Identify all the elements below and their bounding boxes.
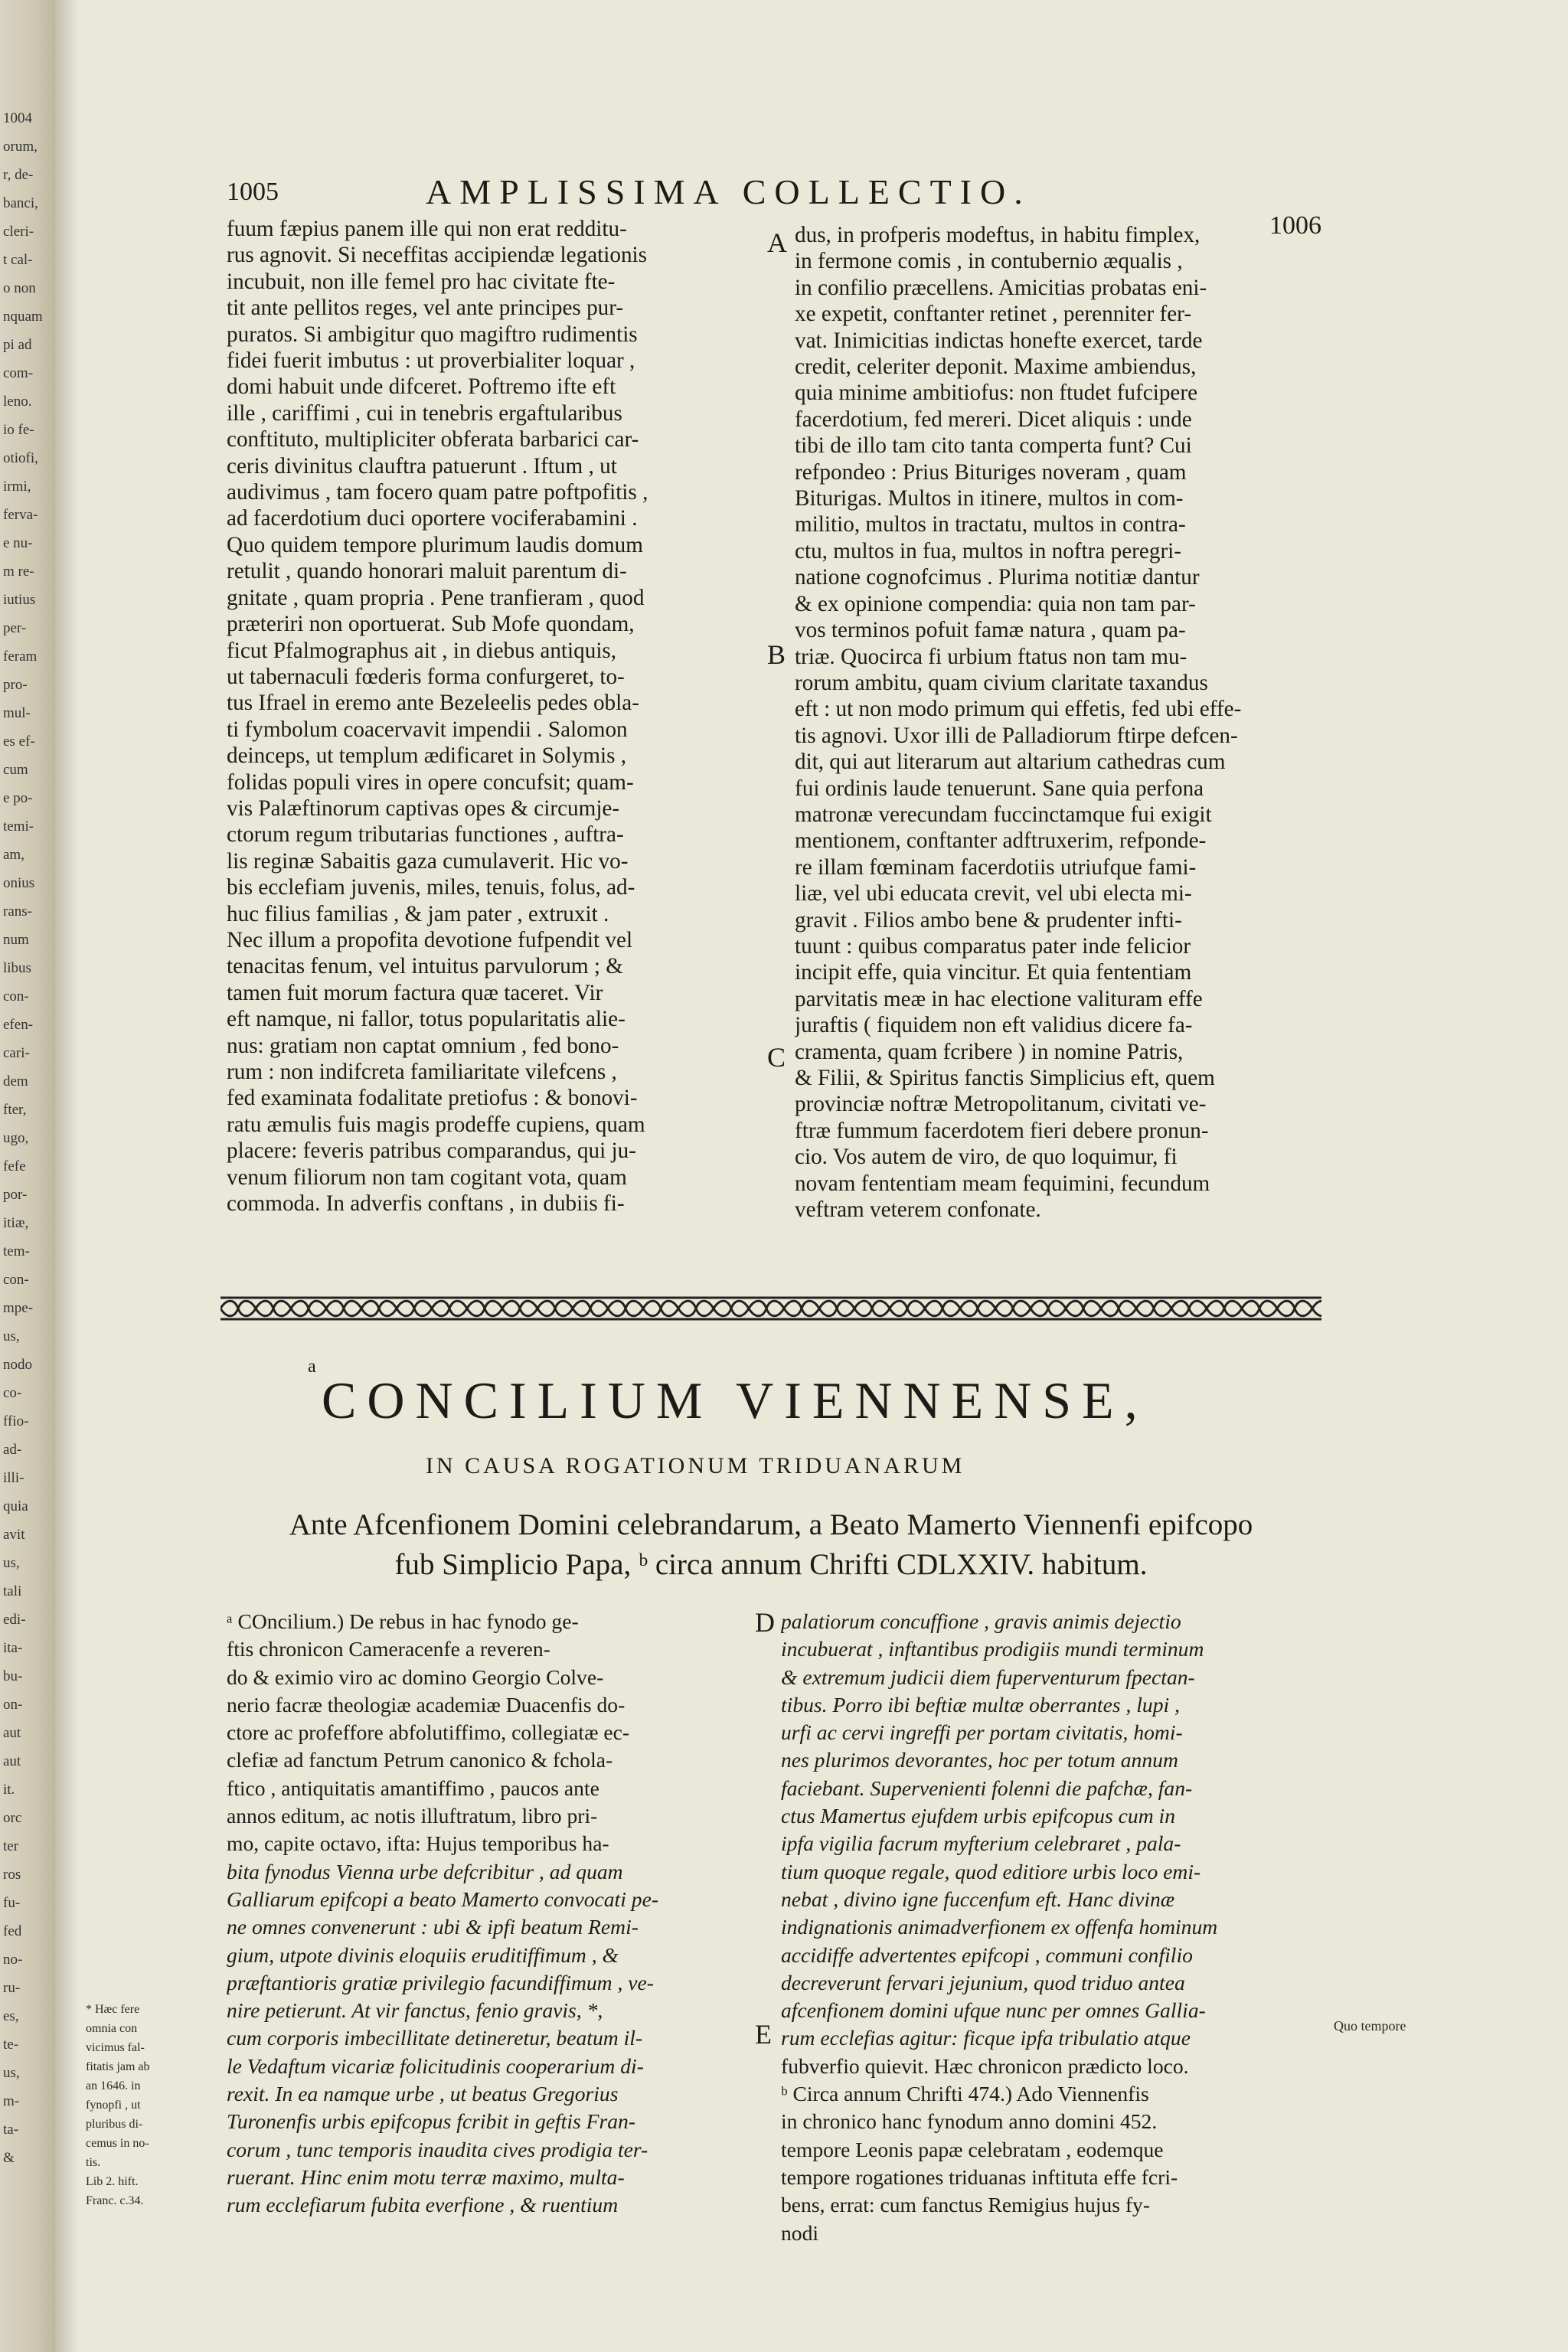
text-line: do & eximio viro ac domino Georgio Colve- bbox=[227, 1664, 604, 1689]
text-line: gnitate , quam propria . Pene tranfieram , quod bbox=[227, 585, 645, 610]
text-line: clefiæ ad fanctum Petrum canonico & fchola- bbox=[227, 1748, 613, 1772]
margin-fragment: illi- bbox=[3, 1470, 24, 1486]
side-note-line: vicimus fal- bbox=[86, 2041, 145, 2054]
text-line: ᵇ Circa annum Chrifti 474.) Ado Viennenfis bbox=[781, 2082, 1149, 2106]
text-line: ceris divinitus clauftra patuerunt . Iftum , ut bbox=[227, 453, 617, 479]
text-line: refpondeo : Prius Bituriges noveram , quam bbox=[795, 459, 1187, 485]
text-line: fui ordinis laude tenuerunt. Sane quia perfona bbox=[795, 776, 1204, 801]
side-note-line: tis. bbox=[86, 2156, 101, 2169]
text-line: puratos. Si ambigitur quo magiftro rudimentis bbox=[227, 322, 638, 347]
text-line: & extremum judicii diem fuperventurum fpectan- bbox=[781, 1664, 1195, 1689]
text-line: natione cognofcimus . Plurima notitiæ dantur bbox=[795, 565, 1200, 590]
margin-fragment: us, bbox=[3, 2065, 20, 2081]
side-note-line: cemus in no- bbox=[86, 2137, 149, 2150]
side-note-line: fitatis jam ab bbox=[86, 2060, 150, 2073]
text-line: novam fententiam meam fequimini, fecundum bbox=[795, 1171, 1210, 1196]
margin-fragment: o non bbox=[3, 280, 36, 296]
margin-fragment: 1004 bbox=[3, 110, 32, 126]
margin-fragment: pro- bbox=[3, 677, 28, 693]
margin-fragment: & bbox=[3, 2150, 15, 2166]
text-line: tuunt : quibus comparatus pater inde felicior bbox=[795, 933, 1191, 959]
text-line: ne omnes convenerunt : ubi & ipfi beatum Remi- bbox=[227, 1915, 639, 1939]
text-line: juraftis ( fiquidem non eft validius dicere fa- bbox=[795, 1013, 1193, 1038]
margin-fragment: am, bbox=[3, 847, 24, 863]
margin-fragment: on- bbox=[3, 1697, 23, 1713]
gutter-shadow bbox=[55, 0, 78, 2352]
text-line: nus: gratiam non captat omnium , fed bono- bbox=[227, 1033, 619, 1058]
text-line: ad facerdotium duci oportere vociferabamini . bbox=[227, 506, 638, 531]
margin-fragment: io fe- bbox=[3, 422, 34, 438]
side-note-left bbox=[86, 2000, 216, 2210]
margin-fragment: por- bbox=[3, 1187, 28, 1203]
text-line: & Filii, & Spiritus fanctis Simplicius eft, quem bbox=[795, 1066, 1215, 1090]
margin-fragment: aut bbox=[3, 1753, 21, 1769]
text-line: ctu, multos in fua, multos in noftra peregri- bbox=[795, 538, 1181, 564]
section-letter-d: D bbox=[755, 1607, 775, 1638]
margin-fragment: fed bbox=[3, 1923, 22, 1939]
bottom-right-column bbox=[781, 1608, 1325, 2247]
text-line: nire petierunt. At vir fanctus, fenio gravis, *, bbox=[227, 1998, 603, 2023]
margin-fragment: dem bbox=[3, 1073, 28, 1089]
text-line: cio. Vos autem de viro, de quo loquimur, fi bbox=[795, 1145, 1178, 1170]
text-line: tamen fuit morum factura quæ taceret. Vir bbox=[227, 980, 603, 1005]
text-line: rum : non indifcreta familiaritate vilefcens , bbox=[227, 1060, 617, 1084]
text-line: incipit effe, quia vincitur. Et quia fententiam bbox=[795, 960, 1192, 985]
text-line: decreverunt fervari jejunium, quod triduo antea bbox=[781, 1970, 1185, 1994]
text-line: lis reginæ Sabaitis gaza cumulaverit. Hic vo- bbox=[227, 848, 629, 874]
margin-fragment: com- bbox=[3, 365, 34, 381]
text-line: liæ, vel ubi educata crevit, vel ubi electa mi- bbox=[795, 881, 1192, 906]
margin-fragment: orum, bbox=[3, 139, 38, 155]
margin-fragment: nodo bbox=[3, 1357, 32, 1373]
note-marker-a: a bbox=[308, 1357, 316, 1377]
text-line: cum corporis imbecillitate detineretur, beatum il- bbox=[227, 2026, 643, 2050]
side-note-line: pluribus di- bbox=[86, 2118, 143, 2131]
text-line: quia minime ambitiofus: non ftudet fufcipere bbox=[795, 381, 1198, 406]
text-line: tibus. Porro ibi beftiæ multæ oberrantes , lupi , bbox=[781, 1692, 1180, 1717]
text-line: rus agnovit. Si neceffitas accipiendæ legationis bbox=[227, 243, 648, 268]
margin-fragment: fter, bbox=[3, 1102, 27, 1118]
text-line: ftico , antiquitatis amantiffimo , paucos ante bbox=[227, 1775, 599, 1800]
margin-fragment: es, bbox=[3, 2008, 19, 2024]
text-line: tempore Leonis papæ celebratam , eodemque bbox=[781, 2137, 1164, 2161]
margin-fragment: temi- bbox=[3, 818, 34, 835]
text-line: audivimus , tam focero quam patre poftpofitis , bbox=[227, 480, 648, 505]
text-line: ftis chronicon Cameracenfe a reveren- bbox=[227, 1637, 550, 1661]
section-letter-e: E bbox=[755, 2019, 772, 2050]
top-left-column bbox=[227, 216, 776, 1217]
text-line: rum ecclefias agitur: ficque ipfa tribulatio atque bbox=[781, 2026, 1191, 2050]
margin-fragment: ugo, bbox=[3, 1130, 29, 1146]
previous-page-margin-text bbox=[3, 104, 55, 2172]
text-line: ftræ fummum facerdotem fieri debere pronun- bbox=[795, 1118, 1209, 1143]
margin-fragment: aut bbox=[3, 1725, 21, 1741]
text-line: triæ. Quocirca fi urbium ftatus non tam mu- bbox=[795, 644, 1187, 669]
text-line: facerdotium, fed mereri. Dicet aliquis : unde bbox=[795, 407, 1192, 432]
margin-fragment: bu- bbox=[3, 1668, 23, 1684]
margin-fragment: it. bbox=[3, 1782, 15, 1798]
margin-fragment: mul- bbox=[3, 705, 31, 721]
margin-fragment: t cal- bbox=[3, 252, 33, 268]
text-line: fed examinata fodalitate pretiofus : & bonovi- bbox=[227, 1086, 638, 1111]
description-line-2: fub Simplicio Papa, ᵇ circa annum Chrifti CDLXXIV. habitum. bbox=[394, 1548, 1148, 1581]
margin-fragment: banci, bbox=[3, 195, 38, 211]
margin-fragment: fu- bbox=[3, 1895, 21, 1911]
text-line: parvitatis meæ in hac electione valituram effe bbox=[795, 986, 1203, 1011]
text-line: eft : ut non modo primum qui effetis, fed ubi effe- bbox=[795, 697, 1242, 722]
text-line: tempore rogationes triduanas inftituta effe fcri- bbox=[781, 2164, 1178, 2189]
section-title: CONCILIUM VIENNENSE, bbox=[322, 1371, 1148, 1429]
text-line: dit, qui aut literarum aut altarium cathedras cum bbox=[795, 750, 1226, 775]
description-line-1: Ante Afcenfionem Domini celebrandarum, a Beato Mamerto Viennenfi epifcopo bbox=[289, 1508, 1253, 1541]
text-line: fidei fuerit imbutus : ut proverbialiter loquar , bbox=[227, 348, 635, 374]
text-line: bis ecclefiam juvenis, miles, tenuis, folus, ad- bbox=[227, 875, 635, 900]
margin-fragment: leno. bbox=[3, 394, 32, 410]
text-line: annos editum, ac notis illuftratum, libro pri- bbox=[227, 1804, 598, 1828]
side-note-line: Lib 2. hift. bbox=[86, 2175, 139, 2188]
text-line: tenacitas fenum, vel intuitus parvulorum ; & bbox=[227, 954, 623, 979]
text-line: conftituto, multipliciter obferata barbarici car- bbox=[227, 427, 639, 452]
margin-fragment: ffio- bbox=[3, 1413, 29, 1429]
margin-fragment: avit bbox=[3, 1527, 25, 1543]
text-line: nebat , divino igne fuccenfum eft. Hanc divinæ bbox=[781, 1886, 1175, 1911]
text-line: tus Ifrael in eremo ante Bezeleelis pedes obla- bbox=[227, 691, 639, 716]
margin-fragment: irmi, bbox=[3, 479, 31, 495]
text-line: Galliarum epifcopi a beato Mamerto convocati pe- bbox=[227, 1886, 659, 1911]
text-line: afcenfionem domini ufque nunc per omnes Gallia- bbox=[781, 1998, 1206, 2023]
margin-fragment: ter bbox=[3, 1838, 19, 1854]
text-line: tibi de illo tam cito tanta comperta funt? Cui bbox=[795, 433, 1192, 459]
text-line: provinciæ noftræ Metropolitanum, civitati ve- bbox=[795, 1092, 1207, 1117]
margin-fragment: onius bbox=[3, 875, 35, 891]
text-line: mentionem, conftanter adftruxerim, refponde- bbox=[795, 828, 1207, 854]
text-line: cramenta, quam fcribere ) in nomine Patris, bbox=[795, 1039, 1184, 1064]
text-line: eft namque, ni fallor, totus popularitatis alie- bbox=[227, 1007, 626, 1032]
text-line: ctore ac profeffore abfolutiffimo, collegiatæ ec- bbox=[227, 1720, 630, 1745]
margin-fragment: ru- bbox=[3, 1980, 21, 1996]
margin-fragment: te- bbox=[3, 2037, 19, 2053]
margin-fragment: quia bbox=[3, 1498, 28, 1514]
text-line: vos terminos pofuit famæ natura , quam pa- bbox=[795, 618, 1186, 643]
text-line: Nec illum a propofita devotione fufpendit vel bbox=[227, 927, 633, 952]
margin-fragment: libus bbox=[3, 960, 31, 976]
text-line: in fermone comis , in contubernio æqualis , bbox=[795, 249, 1183, 274]
text-line: bens, errat: cum fanctus Remigius hujus fy- bbox=[781, 2193, 1151, 2217]
text-line: militio, multos in tractatu, multos in contra- bbox=[795, 512, 1186, 537]
text-line: rorum ambitu, quam civium claritate taxandus bbox=[795, 670, 1208, 695]
text-line: Biturigas. Multos in itinere, multos in com- bbox=[795, 486, 1184, 511]
margin-fragment: us, bbox=[3, 1328, 20, 1344]
margin-fragment: e nu- bbox=[3, 535, 33, 551]
text-line: in confilio præcellens. Amicitias probatas eni- bbox=[795, 275, 1207, 300]
text-line: deinceps, ut templum ædificaret in Solymis , bbox=[227, 743, 627, 769]
text-line: xe expetit, conftanter retinet , perenniter fer- bbox=[795, 302, 1192, 327]
page-number-left: 1005 bbox=[227, 178, 279, 206]
text-line: placere: feveris patribus comparandus, qui ju- bbox=[227, 1138, 636, 1164]
text-line: ti fymbolum coacervavit impendii . Salomon bbox=[227, 717, 628, 742]
side-note-right: Quo tempore bbox=[1334, 2018, 1406, 2034]
margin-fragment: e po- bbox=[3, 790, 33, 806]
text-line: venum filiorum non tam cogitant vota, quam bbox=[227, 1165, 627, 1190]
text-line: & ex opinione compendia: quia non tam par- bbox=[795, 591, 1196, 616]
text-line: veftram veterem confonate. bbox=[795, 1197, 1041, 1223]
margin-fragment: efen- bbox=[3, 1017, 34, 1033]
top-right-column bbox=[795, 222, 1323, 1223]
margin-fragment: es ef- bbox=[3, 733, 35, 750]
text-line: palatiorum concuffione , gravis animis dejectio bbox=[781, 1609, 1181, 1633]
text-line: ctorum regum tributarias functiones , auftra- bbox=[227, 822, 624, 848]
margin-fragment: co- bbox=[3, 1385, 22, 1401]
text-line: præteriri non oportuerat. Sub Mofe quondam, bbox=[227, 612, 635, 637]
text-line: ruerant. Hinc enim motu terræ maximo, multa- bbox=[227, 2164, 625, 2189]
text-line: folidas populi vires in opere concufsit; quam- bbox=[227, 769, 634, 795]
side-note-line: an 1646. in bbox=[86, 2079, 141, 2092]
text-line: vis Palæftinorum captivas opes & circumje- bbox=[227, 795, 620, 821]
text-line: fubverfio quievit. Hæc chronicon prædicto loco. bbox=[781, 2053, 1189, 2078]
ornamental-divider bbox=[220, 1295, 1321, 1321]
side-note-line: * Hæc fere bbox=[86, 2003, 140, 2016]
margin-fragment: fefe bbox=[3, 1158, 26, 1174]
section-letter-b: B bbox=[767, 639, 786, 670]
text-line: credit, celeriter deponit. Maxime ambiendus, bbox=[795, 354, 1197, 380]
text-line: gium, utpote divinis eloquiis eruditiffimum , & bbox=[227, 1942, 619, 1967]
margin-fragment: ros bbox=[3, 1867, 21, 1883]
text-line: Quo quidem tempore plurimum laudis domum bbox=[227, 532, 643, 557]
margin-fragment: m- bbox=[3, 2093, 20, 2109]
text-line: vat. Inimicitias indictas honefte exercet, tarde bbox=[795, 328, 1203, 353]
margin-fragment: ita- bbox=[3, 1640, 23, 1656]
margin-fragment: tali bbox=[3, 1583, 22, 1599]
text-line: le Vedaftum vicariæ folicitudinis cooperarium di- bbox=[227, 2053, 644, 2078]
text-line: incubuit, non ille femel pro hac civitate fte- bbox=[227, 269, 616, 294]
text-line: ipfa vigilia facrum myfterium celebraret , pala- bbox=[781, 1831, 1181, 1856]
section-letter-c: C bbox=[767, 1042, 786, 1073]
side-note-line: omnia con bbox=[86, 2022, 138, 2035]
margin-fragment: ad- bbox=[3, 1442, 22, 1458]
text-line: rum ecclefiarum fubita everfione , & ruentium bbox=[227, 2193, 619, 2217]
text-line: fuum fæpius panem ille qui non erat redditu- bbox=[227, 217, 627, 241]
margin-fragment: tem- bbox=[3, 1243, 30, 1259]
text-line: domi habuit unde difceret. Poftremo ifte eft bbox=[227, 374, 616, 400]
margin-fragment: rans- bbox=[3, 903, 32, 920]
margin-fragment: pi ad bbox=[3, 337, 32, 353]
margin-fragment: ta- bbox=[3, 2122, 19, 2138]
text-line: commoda. In adverfis conftans , in dubiis fi- bbox=[227, 1191, 625, 1217]
text-line: urfi ac cervi ingreffi per portam civitatis, homi- bbox=[781, 1720, 1183, 1745]
text-line: dus, in profperis modeftus, in habitu fimplex, bbox=[795, 223, 1200, 247]
text-line: præftantioris gratiæ privilegio facundiffimum , ve- bbox=[227, 1970, 654, 1994]
bottom-left-column bbox=[227, 1608, 772, 2220]
margin-fragment: no- bbox=[3, 1952, 23, 1968]
side-note-line: Franc. c.34. bbox=[86, 2194, 144, 2207]
text-line: nodi bbox=[781, 2220, 819, 2245]
running-title: AMPLISSIMA COLLECTIO. bbox=[426, 172, 1031, 211]
text-line: bita fynodus Vienna urbe defcribitur , ad quam bbox=[227, 1859, 623, 1883]
text-line: ut tabernaculi fœderis forma confurgeret, to- bbox=[227, 664, 625, 689]
section-description bbox=[216, 1505, 1326, 1585]
margin-fragment: per- bbox=[3, 620, 27, 636]
text-line: nerio facræ theologiæ academiæ Duacenfis do- bbox=[227, 1692, 626, 1717]
margin-fragment: iutius bbox=[3, 592, 36, 608]
text-line: ficut Pfalmographus ait , in diebus antiquis, bbox=[227, 638, 617, 663]
text-line: accidiffe advertentes epifcopi , communi confilio bbox=[781, 1942, 1193, 1967]
text-line: rexit. In ea namque urbe , ut beatus Gregorius bbox=[227, 2082, 619, 2106]
margin-fragment: cleri- bbox=[3, 224, 34, 240]
margin-fragment: orc bbox=[3, 1810, 22, 1826]
page-number-right: 1006 bbox=[1269, 211, 1321, 240]
text-line: matronæ verecundam fuccinctamque fui exigit bbox=[795, 802, 1212, 827]
text-line: tis agnovi. Uxor illi de Palladiorum ftirpe defcen- bbox=[795, 723, 1238, 748]
text-line: re illam fœminam facerdotiis utriufque fami- bbox=[795, 854, 1197, 880]
text-line: tium quoque regale, quod editiore urbis loco emi- bbox=[781, 1859, 1201, 1883]
margin-fragment: con- bbox=[3, 1272, 29, 1288]
margin-fragment: con- bbox=[3, 988, 29, 1004]
margin-fragment: cari- bbox=[3, 1045, 30, 1061]
text-line: gravit . Filios ambo bene & prudenter infti- bbox=[795, 907, 1182, 933]
side-note-line: fynopfi , ut bbox=[86, 2099, 141, 2112]
margin-fragment: ferva- bbox=[3, 507, 38, 523]
margin-fragment: cum bbox=[3, 762, 28, 778]
text-line: tit ante pellitos reges, vel ante principes pur- bbox=[227, 296, 624, 321]
text-line: ᵃ COncilium.) De rebus in hac fynodo ge- bbox=[227, 1609, 579, 1633]
text-line: nes plurimos devorantes, hoc per totum annum bbox=[781, 1748, 1178, 1772]
margin-fragment: edi- bbox=[3, 1612, 26, 1628]
margin-fragment: feram bbox=[3, 648, 38, 665]
section-subtitle: IN CAUSA ROGATIONUM TRIDUANARUM bbox=[426, 1453, 965, 1478]
margin-fragment: otiofi, bbox=[3, 450, 38, 466]
text-line: corum , tunc temporis inaudita cives prodigia ter- bbox=[227, 2137, 648, 2161]
text-line: indignationis animadverfionem ex offenfa hominum bbox=[781, 1915, 1218, 1939]
text-line: Turonenfis urbis epifcopus fcribit in geftis Fran- bbox=[227, 2109, 635, 2134]
margin-fragment: nquam bbox=[3, 309, 43, 325]
margin-fragment: r, de- bbox=[3, 167, 34, 183]
text-line: ille , cariffimi , cui in tenebris ergaftularibus bbox=[227, 400, 622, 426]
text-line: retulit , quando honorari maluit parentum di- bbox=[227, 559, 627, 584]
text-line: ratu æmulis fuis magis prodeffe cupiens, quam bbox=[227, 1112, 645, 1137]
section-letter-a: A bbox=[767, 227, 787, 258]
text-line: ctus Mamertus ejufdem urbis epifcopus cum in bbox=[781, 1804, 1176, 1828]
text-line: mo, capite octavo, ifta: Hujus temporibus ha- bbox=[227, 1831, 609, 1856]
text-line: in chronico hanc fynodum anno domini 452. bbox=[781, 2109, 1158, 2134]
text-line: huc filius familias , & jam pater , extruxit . bbox=[227, 901, 609, 926]
margin-fragment: us, bbox=[3, 1555, 20, 1571]
margin-fragment: m re- bbox=[3, 564, 34, 580]
margin-fragment: mpe- bbox=[3, 1300, 34, 1316]
text-line: incubuerat , inftantibus prodigiis mundi terminum bbox=[781, 1637, 1204, 1661]
margin-fragment: num bbox=[3, 932, 29, 948]
margin-fragment: itiæ, bbox=[3, 1215, 29, 1231]
text-line: faciebant. Supervenienti folenni die pafchæ, fan- bbox=[781, 1775, 1193, 1800]
